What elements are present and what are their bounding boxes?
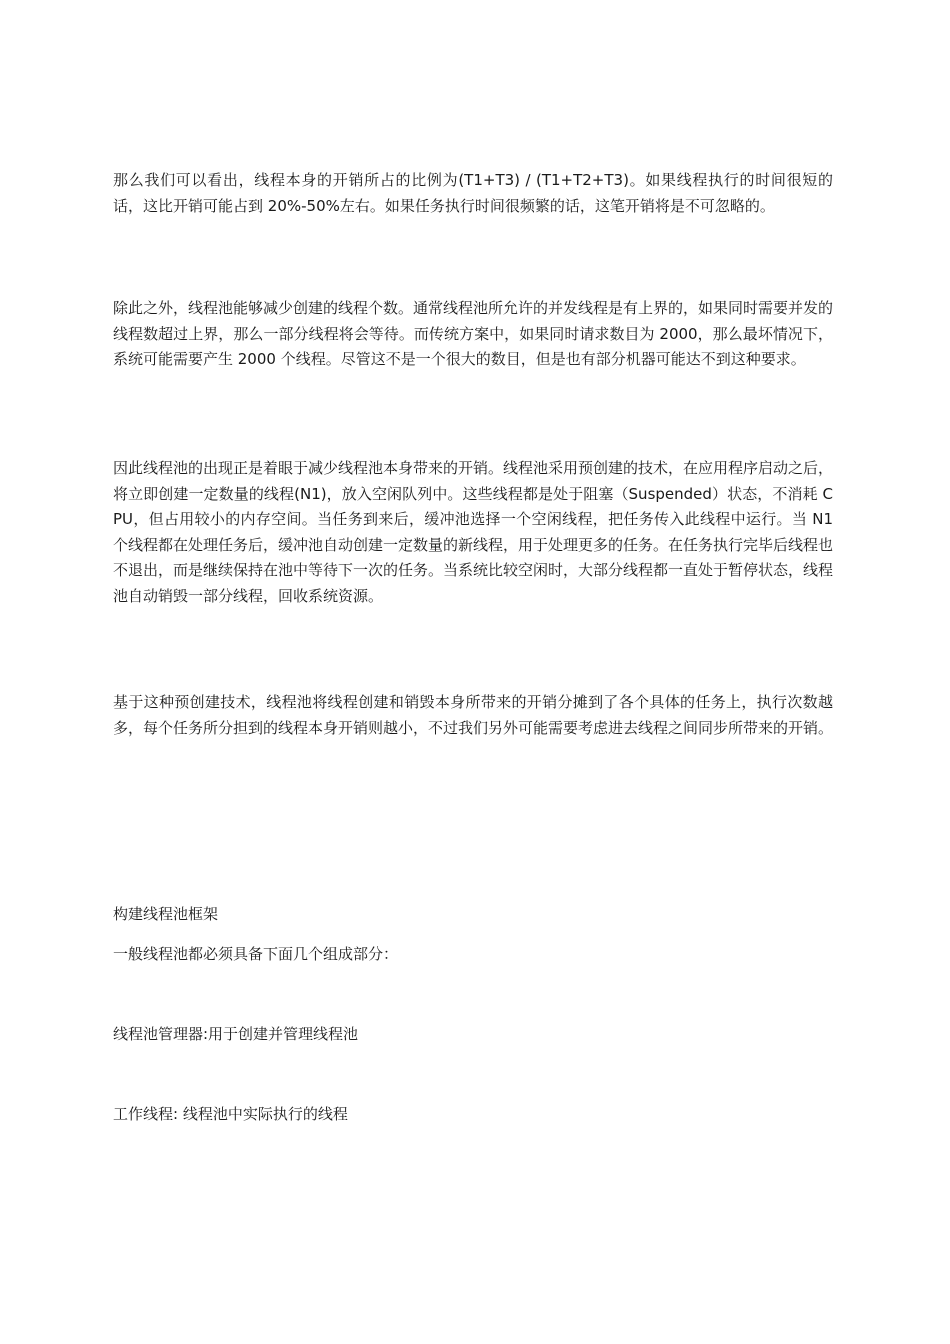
section-heading: 构建线程池框架 xyxy=(113,905,219,923)
paragraph-pre-creation-technique: 因此线程池的出现正是着眼于减少线程池本身带来的开销。线程池采用预创建的技术，在应用程序启动之后，将立即创建一定数量的线程(N1)，放入空闲队列中。这些线程都是处于阻塞（Suspended）状态，不消耗 CPU，但占用较小的内存空间。当任务到来后，缓冲池选择一个空闲线程，把任务传入此线程中运行。当 N1 个线程都在处理任务后，缓冲池自动创建一定数量的新线程，用于处理更多的任务。在任务执行完毕后线程也不退出，而是继续保持在池中等待下一次的任务。当系统比较空闲时，大部分线程都一直处于暂停状态，线程池自动销毁一部分线程，回收系统资源。 xyxy=(113,459,834,605)
paragraph-reduce-thread-count: 除此之外，线程池能够减少创建的线程个数。通常线程池所允许的并发线程是有上界的，如果同时需要并发的线程数超过上界，那么一部分线程将会等待。而传统方案中，如果同时请求数目为 2000，那么最坏情况下，系统可能需要产生 2000 个线程。尽管这不是一个很大的数目，但是也有部分机器可能达不到这种要求。 xyxy=(113,299,834,368)
paragraph-thread-overhead-ratio: 那么我们可以看出，线程本身的开销所占的比例为(T1+T3) / (T1+T2+T3)。如果线程执行的时间很短的话，这比开销可能占到 20%-50%左右。如果任务执行时间很频繁的话，这笔开销将是不可忽略的。 xyxy=(113,171,833,215)
components-intro: 一般线程池都必须具备下面几个组成部分： xyxy=(113,945,399,963)
component-item-manager: 线程池管理器:用于创建并管理线程池 xyxy=(113,1025,359,1043)
paragraph-overhead-amortization: 基于这种预创建技术，线程池将线程创建和销毁本身所带来的开销分摊到了各个具体的任务上，执行次数越多，每个任务所分担到的线程本身开销则越小，不过我们另外可能需要考虑进去线程之间同步所带来的开销。 xyxy=(113,693,834,737)
component-item-worker: 工作线程: 线程池中实际执行的线程 xyxy=(113,1105,348,1123)
